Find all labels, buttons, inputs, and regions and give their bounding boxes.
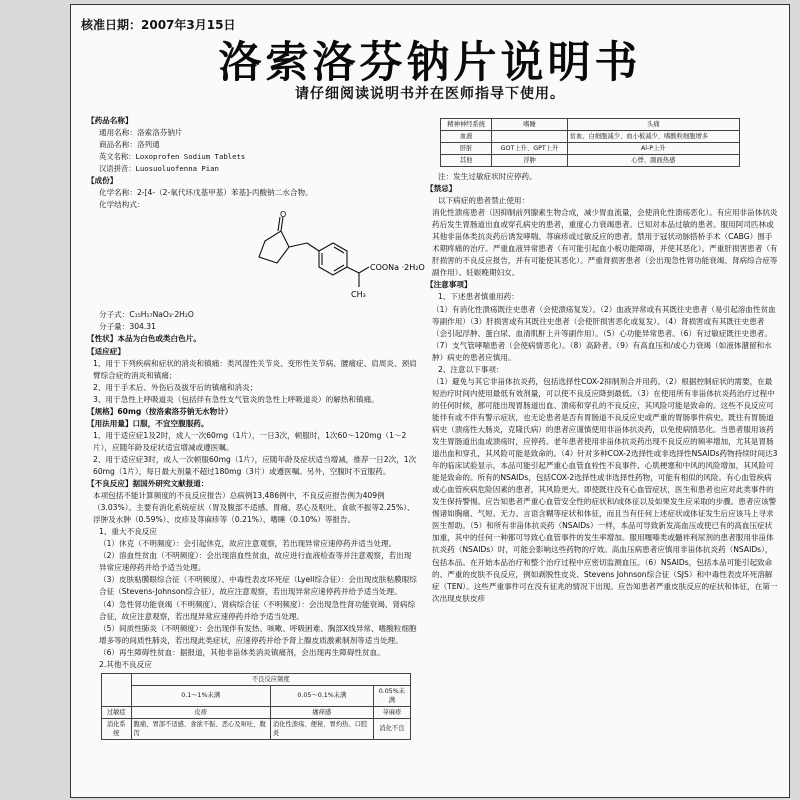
- serious-item: （1）休克（不明频度）：会引起休克，故应注意观察，若出现异常应速停药并适当处理。: [99, 539, 397, 549]
- table-cell: 贫血、白细胞减少、血小板减少、嗜酸粒细胞增多: [567, 131, 739, 143]
- indication-item: 1、用于下列疾病和症状的消炎和镇痛：类风湿性关节炎、变形性关节病、腰痛症、肩周炎、颈肩臂综合症的消炎和镇痛；: [93, 358, 417, 380]
- coona-label: COONa ·2H₂O: [370, 263, 425, 273]
- contraindication-intro: 以下病症的患者禁止使用：: [438, 196, 530, 206]
- row-label: 血液: [441, 131, 492, 143]
- table-cell: 荨麻疹: [373, 706, 410, 718]
- caution-heading: 【注意事项】: [426, 280, 472, 290]
- serious-item: （3）皮肤粘膜眼综合征（不明频度）、中毒性表皮坏死症（Lyell综合征）：会出现皮肤粘膜眼综合征（Stevens-Johnson综合征），故应注意观察，若出现异常应速停药并给予适当处理。: [99, 575, 417, 597]
- table-cell: [492, 131, 567, 143]
- approval-date: 核准日期：2007年3月15日: [81, 18, 236, 32]
- contraindication-text: 消化性溃疡患者（因抑制前列腺素生物合成，减少胃血流量，会使消化性溃疡恶化）。有应用非甾体抗炎药后发生胃肠道出血或穿孔病史的患者，重度心力衰竭患者。已知对本品过敏的患者。服用阿司匹林或其他非甾体类抗炎药后诱发哮喘、荨麻疹或过敏反应的患者。禁用于冠状动脉搭桥手术（CABG）围手术期疼痛的治疗。严重血液异常患者（有可能引起血小板功能障碍，并使其恶化）。严重肝损害患者（有肝损害的不良反应报告，并有可能使其恶化）。严重肾损害患者（会出现急性肾功能衰竭、肾病综合症等副作用）。妊娠晚期妇女。: [432, 208, 778, 278]
- chemical-name: 化学名称：2-[4-（2-氧代环戊基甲基）苯基]-丙酸钠二水合物。: [99, 188, 313, 198]
- serious-item: （4）急性肾功能衰竭（不明频度）、肾病综合征（不明频度）：会出现急性肾功能衰竭、肾病综合征，故应注意观察，若出现异常应速停药并给予适当处理。: [99, 599, 416, 621]
- adverse-continued-table: [440, 118, 740, 167]
- table-cell: GOT上升、GPT上升: [492, 143, 567, 155]
- table-cell: 嗜睡: [492, 119, 567, 131]
- drug-name-heading: 【药品名称】: [87, 116, 133, 125]
- freq-col: 0.05～0.1%未满: [270, 685, 373, 706]
- table-cell: 消化不良: [373, 718, 410, 739]
- table-cell: 皮疹: [131, 706, 270, 718]
- table-cell: Al-P上升: [567, 143, 739, 155]
- caution-subheading: 2、注意以下事项：: [438, 364, 504, 374]
- molecular-formula: 分子式：C₁₅H₁₇NaO₃·2H₂O: [99, 310, 194, 320]
- freq-col: 0.1～1%未满: [131, 685, 270, 706]
- indications-heading: 【适应症】: [87, 346, 125, 356]
- other-heading: 2.其他不良反应: [99, 659, 152, 669]
- serious-heading: 1、重大不良反应: [99, 527, 157, 537]
- molecular-weight: 分子量：304.31: [99, 322, 156, 332]
- trade-name: 商品名称：洛列通: [99, 140, 160, 150]
- right-column: [426, 118, 778, 605]
- dosage-item: 1、用于适应症1及2时，成人一次60mg（1片），一日3次，顿服时，1次60～120mg（1～2片），应随年龄及症状适宜增减或遵医嘱。: [93, 430, 407, 452]
- structure-diagram: [237, 210, 425, 309]
- row-label: 肝脏: [441, 143, 492, 155]
- english-name: 英文名称：Loxoprofen Sodium Tablets: [99, 152, 246, 162]
- table-cell: 腹痛、胃部不适感、食欲不振、恶心及呕吐、腹泻: [131, 718, 270, 739]
- specification: 【规格】60mg（按洛索洛芬钠无水物计）: [87, 406, 233, 416]
- cyclopentane-ring: [259, 231, 289, 263]
- freq-header: 不良反应频度: [131, 673, 410, 685]
- caution-subheading: 1、下述患者慎重用药：: [438, 292, 519, 302]
- table-cell: 浮肿: [492, 155, 567, 167]
- contraindication-heading: 【禁忌】: [426, 184, 457, 194]
- indication-item: 3、用于急性上呼吸道炎（包括伴有急性支气管炎的急性上呼吸道炎）的解热和镇痛。: [93, 394, 379, 404]
- methyl-label: CH₃: [351, 290, 366, 300]
- character: 【性状】本品为白色或类白色片。: [87, 334, 201, 344]
- adverse-heading: 【不良反应】据国外研究文献报道：: [87, 479, 209, 489]
- row-label: 其他: [441, 155, 492, 167]
- benzene-ring: [319, 243, 347, 275]
- adverse-frequency-table: [101, 673, 411, 740]
- serious-item: （5）间质性肺炎（不明频度）：会出现伴有发热、咳嗽、呼吸困难、胸部X线异常、嗜酸粒细胞增多等的间质性肺炎，若出现此类症状，应速停药并给予肾上腺皮质激素制剂等适当处理。: [99, 623, 417, 645]
- table-corner: [102, 673, 132, 706]
- caution-text: （1）避免与其它非甾体抗炎药，包括选择性COX-2抑制剂合并用药。（2）根据控制症状的需要，在最短治疗时间内使用最低有效剂量，可以使不良反应降到最低。（3）在使用所有非甾体抗炎药治疗过程中的任何时候，都可能出现胃肠道出血、溃疡和穿孔的不良反应，其风险可能是致命的。这些不良反应可能伴有或不伴有警示症状，也无论患者是否有胃肠道不良反应史或严重的胃肠事件病史。既往有胃肠道病史（溃疡性大肠炎，克隆氏病）的患者应谨慎使用非甾体抗炎药，以免使病情恶化。当患者服用该药发生胃肠道出血或溃疡时，应停药。老年患者使用非甾体抗炎药出现不良反应的频率增加，尤其是胃肠道出血和穿孔，其风险可能是致命的。（4）针对多种COX-2选择性或非选择性NSAIDs药物持续时间达3年的临床试验显示，本品可能引起严重心血管血栓性不良事件、心肌梗塞和中风的风险增加，其风险可能是致命的。所有的NSAIDs，包括COX-2选择性或非选择性药物，可能有相似的风险。有心血管疾病或心血管疾病危险因素的患者，其风险更大。即使既往没有心血管症状，医生和患者也应对此类事件的发生保持警惕。应告知患者严重心血管安全性的症状和/或体征以及如果发生应采取的步骤。患者应该警惕诸如胸痛、气短、无力、言语含糊等症状和体征，而且当有任何上述症状或体征发生后应该马上寻求医生帮助。（5）和所有非甾体抗炎药（NSAIDs）一样，本品可导致新发高血压或使已有的高血压症状加重，其中的任何一种都可导致心血管事件的发生率增加。服用噻嗪类或髓袢利尿剂的患者服用非甾体抗炎药（NSAIDs）时，可能会影响这些药物的疗效。高血压病患者应慎用非甾体抗炎药（NSAIDs），包括本品。在开始本品治疗和整个治疗过程中应密切监测血压。（6）NSAIDs，包括本品可能引起致命的、严重的皮肤不良反应，例如剥脱性皮炎、Stevens Johnson综合征（SJS）和中毒性表皮坏死溶解症（TEN）。这些严重事件可在没有征兆的情况下出现。应告知患者严重皮肤反应的症状和体征，在第一次出现皮肤皮疹: [432, 376, 778, 603]
- oxygen-label: O: [280, 210, 287, 220]
- generic-name: 通用名称：洛索洛芬钠片: [99, 128, 183, 138]
- serious-item: （2）溶血性贫血（不明频度）：会出现溶血性贫血，故应进行血液检查等并注意观察，若出现异常应速停药并给予适当处理。: [99, 551, 412, 573]
- allergy-note: 注：发生过敏症状时应停药。: [438, 172, 537, 181]
- adverse-intro: 本项包括不能计算频度的不良反应报告）总病例13,486例中，不良反应报告例为409例（3.03%）。主要有消化系统症状（胃及腹部不适感、胃痛、恶心及呕吐、食欲不振等2.25%）、浮肿及水肿（0.59%）、皮疹及荨麻疹等（0.21%）、嗜睡（0.10%）等报告。: [93, 491, 415, 525]
- dosage-heading: 【用法用量】口服，不宜空腹服药。: [87, 418, 209, 428]
- caution-text: （1）有消化性溃疡既往史患者（会使溃疡复发）。（2）血液异常或有其既往史患者（易引起溶血性贫血等副作用）（3）肝损害或有其既往史患者（会使肝损害恶化或复发）。（4）肾损害或有其既往史患者（会引起浮肿、蛋白尿、血清肌酐上升等副作用）。（5）心功能异常患者。（6）有过敏症既往史患者。（7）支气管哮喘患者（会使病情恶化）。（8）高龄者。（9）有高血压和/或心力衰竭（如液体潴留和水肿）病史的患者应慎用。: [432, 304, 776, 362]
- row-label: 精神神经系统: [441, 119, 492, 131]
- table-cell: 瘙痒感: [270, 706, 373, 718]
- dosage-item: 2、用于适应症3时，成人一次顿服60mg（1片），应随年龄及症状适当增减，推荐一日2次，1次60mg（1片），每日最大剂量不超过180mg（3片）或遵医嘱。另外，空腹时不宜服药。: [93, 454, 417, 476]
- chemical-structure: [87, 210, 425, 309]
- indication-item: 2、用于手术后、外伤后及拔牙后的镇痛和消炎；: [93, 382, 258, 392]
- leaflet-page: [70, 4, 790, 798]
- row-label: 消化系统: [102, 718, 132, 739]
- table-cell: 头痛: [567, 119, 739, 131]
- table-cell: 消化性溃疡、便秘、胃灼热、口腔炎: [270, 718, 373, 739]
- freq-col: 0.05%未满: [373, 685, 410, 706]
- row-label: 过敏症: [102, 706, 132, 718]
- structure-label: 化学结构式：: [99, 200, 145, 210]
- page-subtitle: 请仔细阅读说明书并在医师指导下使用。: [295, 86, 565, 102]
- carbonyl-bond: [281, 217, 283, 231]
- pinyin-name: 汉语拼音：Luosuoluofenna Pian: [99, 164, 219, 174]
- page-title: 洛索洛芬钠片说明书: [218, 38, 642, 88]
- table-cell: 心悸、颜面热感: [567, 155, 739, 167]
- composition-heading: 【成份】: [87, 176, 118, 186]
- serious-item: （6）再生障碍性贫血：据报道，其他非甾体类消炎镇痛剂，会出现再生障碍性贫血。: [99, 647, 385, 657]
- left-column: [87, 115, 425, 740]
